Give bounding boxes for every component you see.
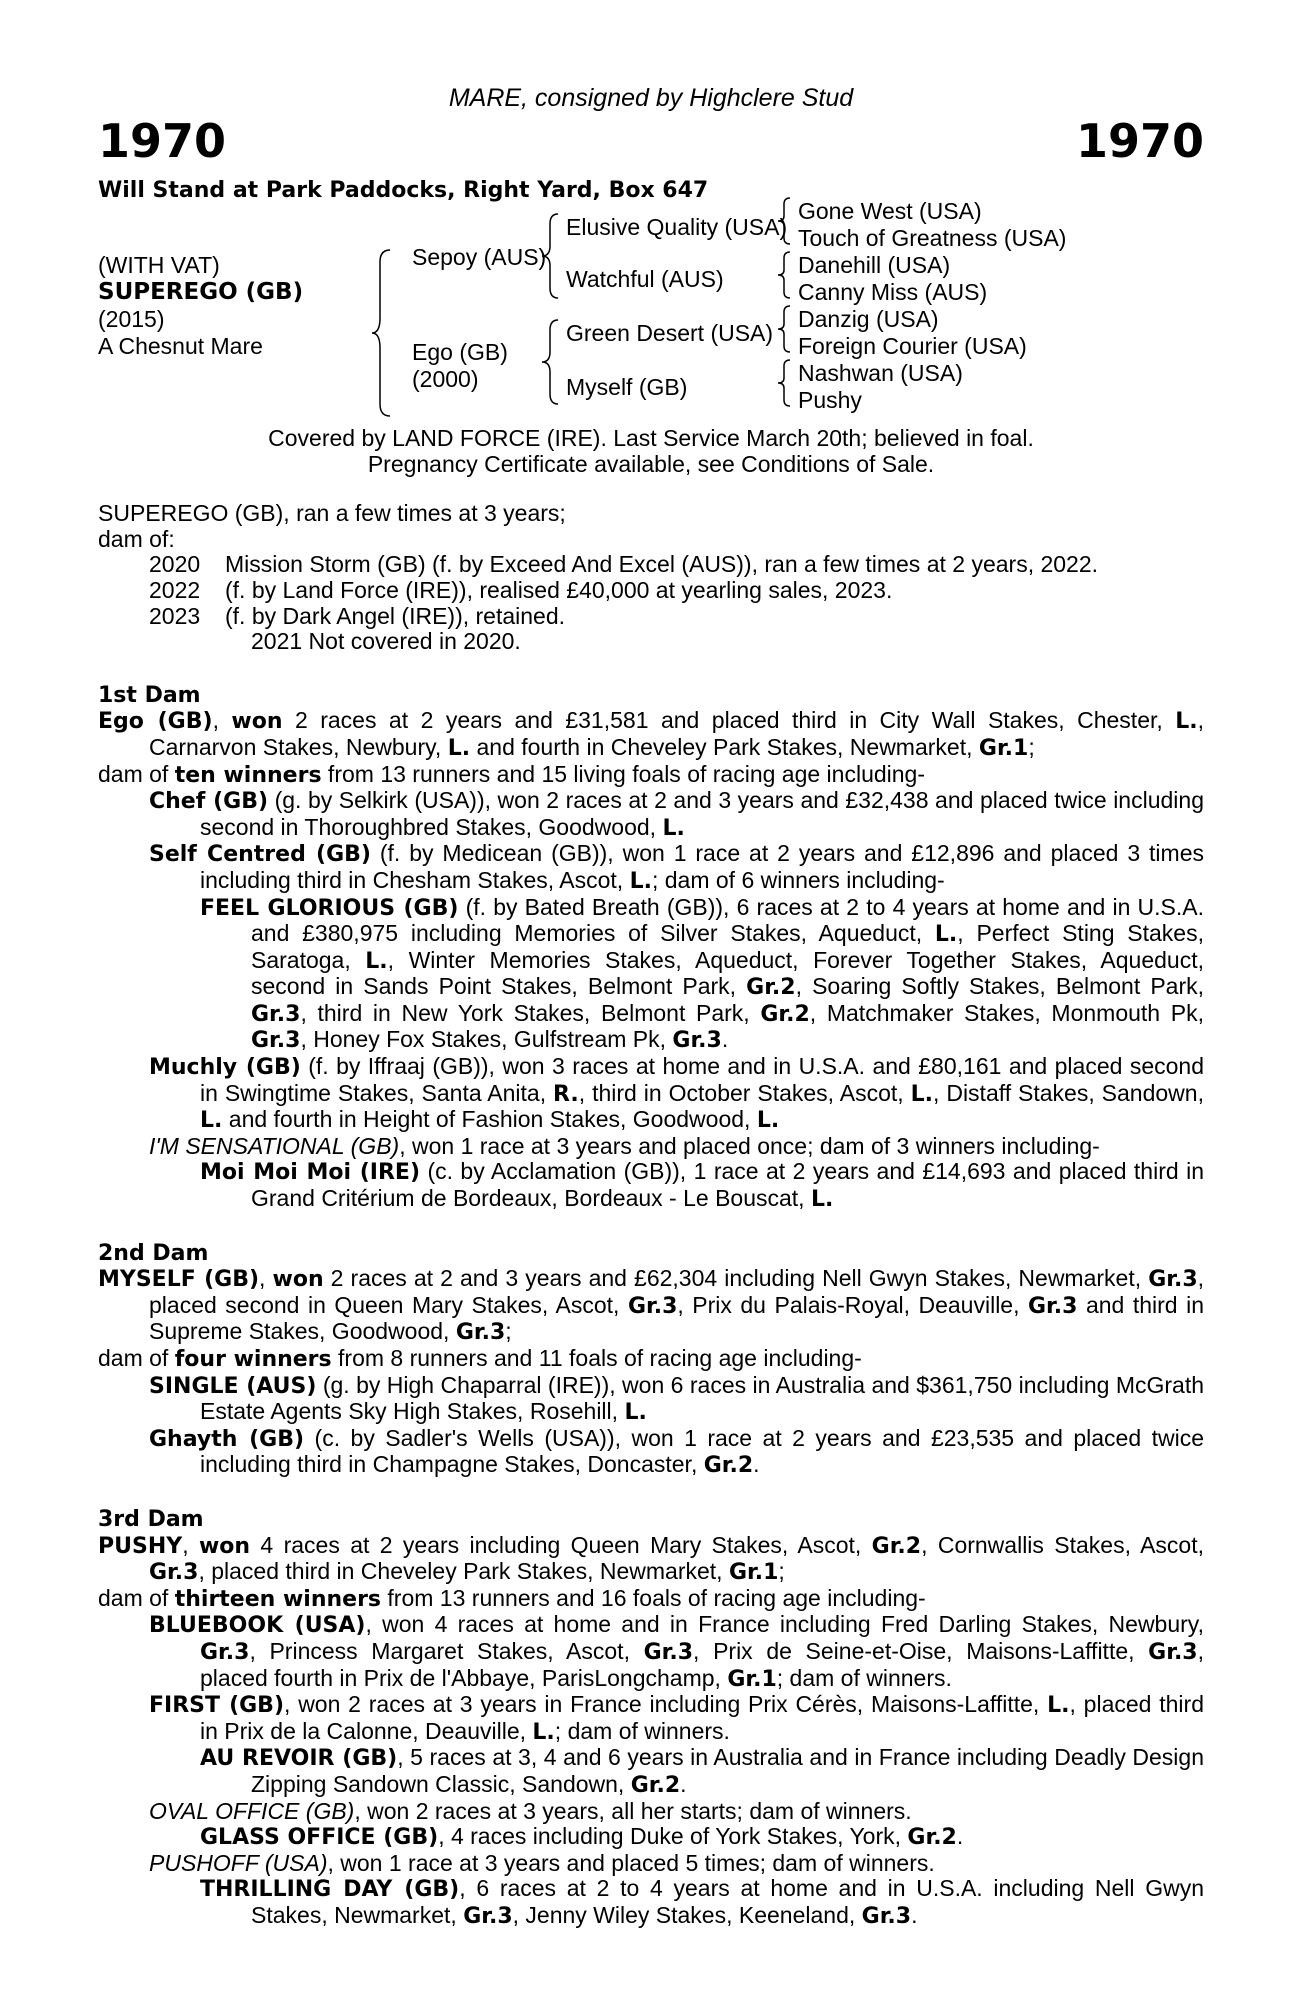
lot-number-left: 1970 [98,114,227,168]
dam-sire-dam: Foreign Courier (USA) [798,333,1027,359]
first-dam-offspring: Self Centred (GB) (f. by Medicean (GB)), won 1 race at 2 years and £12,896 and placed 3 times including third in Chesham Stakes, Ascot, L.; dam of 6 winners including- [149,840,1204,894]
third-dam-offspring: FIRST (GB), won 2 races at 3 years in France including Prix Cérès, Maisons-Laffitte, L., placed third in Prix de la Calonne, Deauville, L.; dam of winners. [149,1691,1204,1745]
second-dam-produce-summary: dam of four winners from 8 runners and 11 foals of racing age including- [98,1345,862,1372]
dam-dam-sire: Nashwan (USA) [798,360,963,386]
pedigree-brace-sire [540,212,564,300]
sire-sire-dam: Touch of Greatness (USA) [798,225,1067,251]
sire-sire-sire: Gone West (USA) [798,198,982,224]
first-dam-offspring: Muchly (GB) (f. by Iffraaj (GB)), won 3 races at home and in U.S.A. and £80,161 and placed second in Swingtime Stakes, Santa Anita, R., third in October Stakes, Ascot, L., Distaff Stakes, Sandown, L. and fourth in Height of Fashion Stakes, Goodwood, L. [149,1053,1204,1134]
pedigree-brace-4b [776,250,796,300]
third-dam-offspring: BLUEBOOK (USA), won 4 races at home and in France including Fred Darling Stakes, Newbury, Gr.3, Princess Margaret Stakes, Ascot, Gr.3, Prix de Seine-et-Oise, Maisons-Laffitte, Gr.3, placed fourth in Prix de l'Abbaye, ParisLongchamp, Gr.1; dam of winners. [149,1611,1204,1692]
pedigree-brace-main [372,248,402,418]
first-dam-name: Ego (GB) [98,709,213,735]
lot-number-row [98,112,1204,170]
dam-sire: Green Desert (USA) [566,320,774,346]
third-dam-grand-offspring: AU REVOIR (GB), 5 races at 3, 4 and 6 years in Australia and in France including Deadly Design Zipping Sandown Classic, Sandown, Gr.2. [200,1744,1204,1798]
produce-damof: dam of: [98,525,175,552]
produce-year: 2022 [149,576,201,603]
dam-name: Ego (GB) [412,339,508,365]
second-dam-heading: 2nd Dam [98,1240,209,1266]
dam-year: (2000) [412,366,479,392]
produce-text: Mission Storm (GB) (f. by Exceed And Excel (AUS)), ran a few times at 2 years, 2022. [225,551,1099,578]
third-dam-heading: 3rd Dam [98,1506,204,1532]
catalogue-page [98,78,1204,1929]
covered-line-1: Covered by LAND FORCE (IRE). Last Service March 20th; believed in foal. [268,425,1034,451]
first-dam-grand-offspring: Moi Moi Moi (IRE) (c. by Acclamation (GB)), 1 race at 2 years and £14,693 and placed third in Grand Critérium de Bordeaux, Bordeaux - Le Bouscat, L. [200,1158,1204,1213]
produce-text: (f. by Land Force (IRE)), realised £40,000 at yearling sales, 2023. [225,576,893,603]
produce-item [98,578,1204,604]
sire-dam-sire: Danehill (USA) [798,252,951,278]
second-dam-entry: MYSELF (GB), won 2 races at 2 and 3 years and £62,304 including Nell Gwyn Stakes, Newmarket, Gr.3, placed second in Queen Mary Stakes, Ascot, Gr.3, Prix du Palais-Royal, Deauville, Gr.3 and third in Supreme Stakes, Goodwood, Gr.3; [98,1265,1205,1346]
pedigree-brace-4c [776,304,796,354]
consignor-line: MARE, consigned by Highclere Stud [448,84,854,112]
sire-name: Sepoy (AUS) [412,244,547,270]
first-dam-heading: 1st Dam [98,682,201,708]
third-dam-produce-summary: dam of thirteen winners from 13 runners and 16 foals of racing age including- [98,1584,926,1612]
produce-item [98,552,1204,578]
vat-label: (WITH VAT) [98,252,220,278]
dam-dam: Myself (GB) [566,374,688,400]
third-dam-offspring: PUSHOFF (USA), won 1 race at 3 years and placed 5 times; dam of winners. [149,1849,935,1876]
first-dam-offspring: I'M SENSATIONAL (GB), won 1 race at 3 years and placed once; dam of 3 winners including- [149,1132,1100,1159]
pedigree-brace-4d [776,358,796,408]
third-dam-entry: PUSHY, won 4 races at 2 years including Queen Mary Stakes, Ascot, Gr.2, Cornwallis Stakes, Ascot, Gr.3, placed third in Cheveley Park Stakes, Newmarket, Gr.1; [98,1531,1204,1586]
produce-note: 2021 Not covered in 2020. [251,628,521,655]
dam-dam-dam: Pushy [798,387,862,413]
pedigree-brace-dam [540,318,564,406]
produce-text: (f. by Dark Angel (IRE)), retained. [225,602,566,629]
second-dam-offspring: Ghayth (GB) (c. by Sadler's Wells (USA)), won 1 race at 2 years and £23,535 and placed twice including third in Champagne Stakes, Doncaster, Gr.2. [149,1424,1204,1479]
first-dam-offspring: Chef (GB) (g. by Selkirk (USA)), won 2 races at 2 and 3 years and £32,438 and placed twice including second in Thoroughbred Stakes, Goodwood, L. [149,787,1204,841]
first-dam-produce-summary: dam of ten winners from 13 runners and 15 living foals of racing age including- [98,760,926,788]
pedigree-brace-4a [776,196,796,246]
third-dam-grand-offspring: GLASS OFFICE (GB), 4 races including Duke of York Stakes, York, Gr.2. [200,1823,964,1851]
produce-intro: SUPEREGO (GB), ran a few times at 3 years; [98,500,566,527]
third-dam-grand-offspring: THRILLING DAY (GB), 6 races at 2 to 4 years at home and in U.S.A. including Nell Gwyn Stakes, Newmarket, Gr.3, Jenny Wiley Stakes, Keeneland, Gr.3. [200,1875,1204,1929]
sire-dam-dam: Canny Miss (AUS) [798,279,988,305]
stand-location: Will Stand at Park Paddocks, Right Yard, Box 647 [98,178,709,203]
sire-sire: Elusive Quality (USA) [566,214,788,240]
dam-sire-sire: Danzig (USA) [798,306,939,332]
third-dam-offspring: OVAL OFFICE (GB), won 2 races at 3 years, all her starts; dam of winners. [149,1797,912,1824]
produce-record [98,501,1204,655]
produce-item [98,604,1204,630]
pedigree-table [98,198,1204,418]
sire-dam: Watchful (AUS) [566,266,724,292]
first-dam-grand-offspring: FEEL GLORIOUS (GB) (f. by Bated Breath (GB)), 6 races at 2 to 4 years at home and in U.S.A. and £380,975 including Memories of Silver Stakes, Aqueduct, L., Perfect Sting Stakes, Saratoga, L., Winter Memories Stakes, Aqueduct, Forever Together Stakes, Aqueduct, second in Sands Point Stakes, Belmont Park, Gr.2, Soaring Softly Stakes, Belmont Park, Gr.3, third in New York Stakes, Belmont Park, Gr.2, Matchmaker Stakes, Monmouth Pk, Gr.3, Honey Fox Stakes, Gulfstream Pk, Gr.3. [200,893,1205,1054]
second-dam-offspring: SINGLE (AUS) (g. by High Chaparral (IRE)), won 6 races in Australia and $361,750 including McGrath Estate Agents Sky High Stakes, Rosehill, L. [149,1371,1205,1426]
first-dam-entry: Ego (GB), won 2 races at 2 years and £31,581 and placed third in City Wall Stakes, Chester, L., Carnarvon Stakes, Newbury, L. and fourth in Cheveley Park Stakes, Newmarket, Gr.1; [98,707,1205,761]
produce-year: 2023 [149,602,201,629]
horse-name: SUPEREGO (GB) [98,279,304,305]
produce-year: 2020 [149,551,201,578]
horse-description: A Chesnut Mare [98,333,263,359]
covered-notice [98,426,1204,477]
covered-line-2: Pregnancy Certificate available, see Conditions of Sale. [367,450,935,477]
lot-number-right: 1970 [1075,114,1204,168]
horse-year: (2015) [98,306,165,332]
